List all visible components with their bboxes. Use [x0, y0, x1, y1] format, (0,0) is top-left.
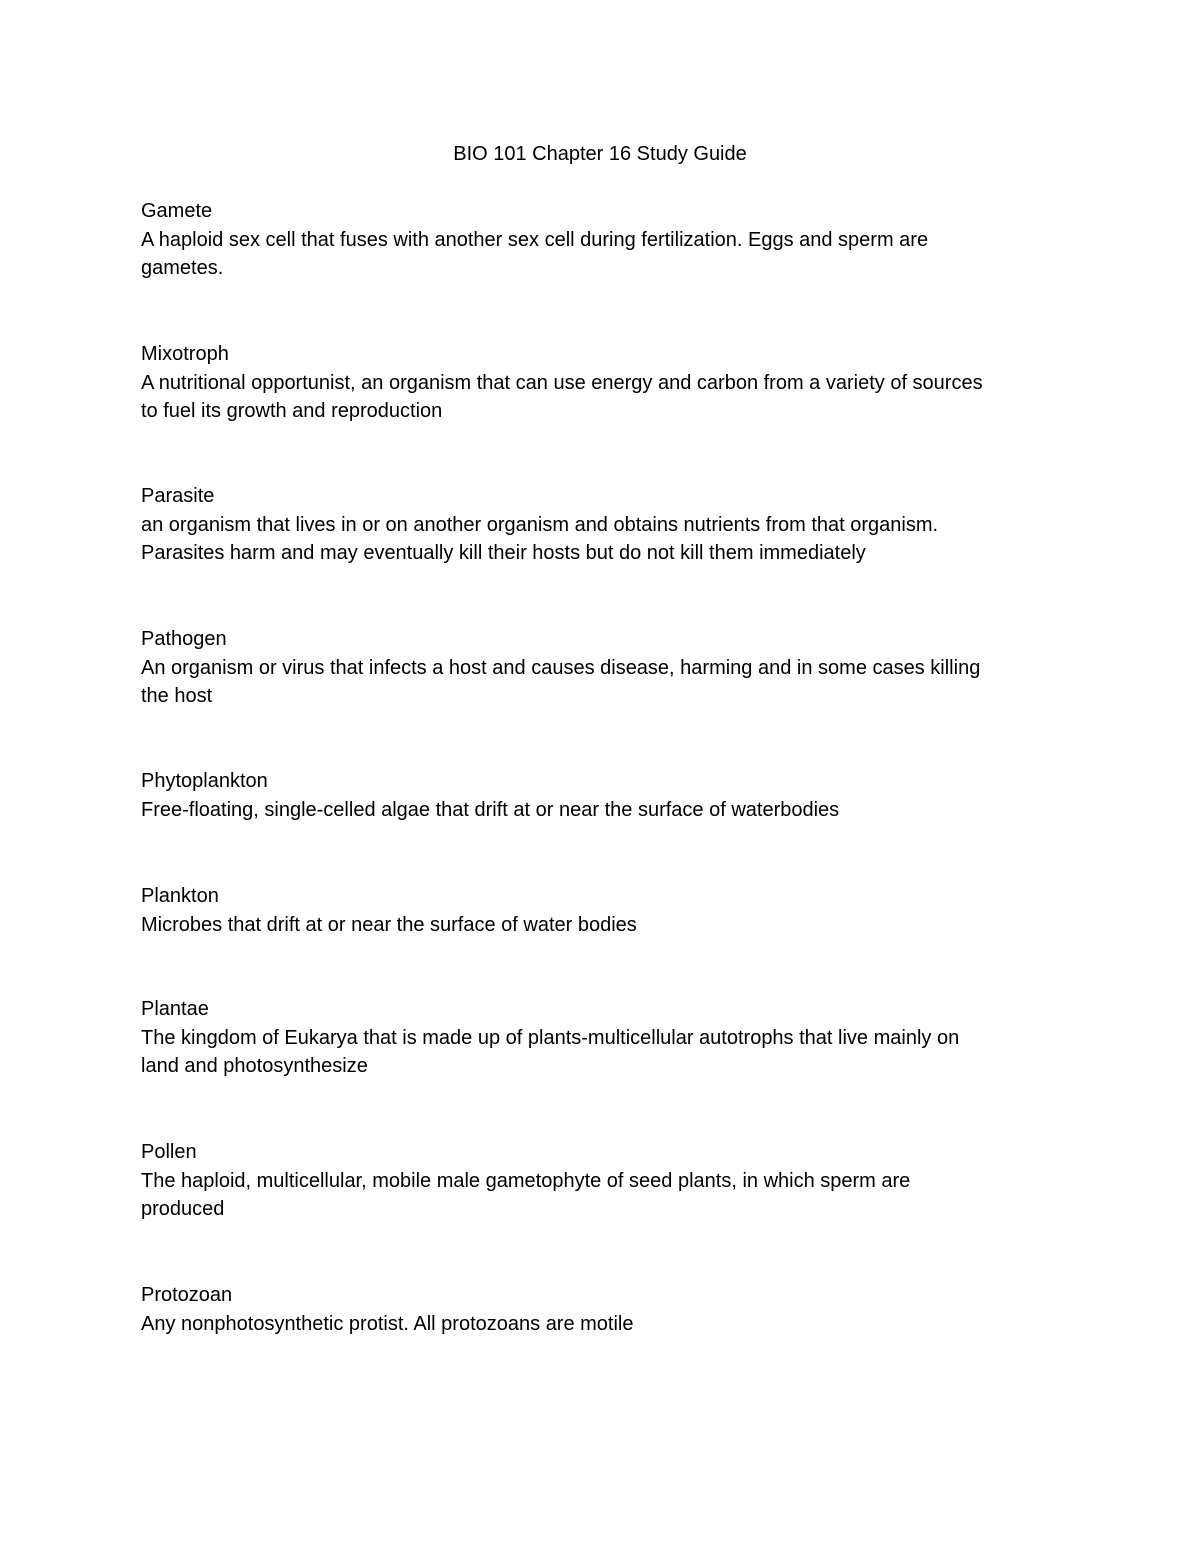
definition-line: A haploid sex cell that fuses with another sex cell during fertilization. Eggs and sperm are [141, 228, 929, 251]
definition-line: The haploid, multicellular, mobile male gametophyte of seed plants, in which sperm are [141, 1169, 911, 1192]
document-title: BIO 101 Chapter 16 Study Guide [453, 143, 747, 165]
definition-pathogen [141, 654, 1061, 711]
definition-protozoan [141, 1310, 1061, 1339]
glossary-entry-pathogen [141, 625, 1061, 711]
definition-line: An organism or virus that infects a host and causes disease, harming and in some cases killing [141, 656, 981, 679]
term-phytoplankton: Phytoplankton [141, 770, 268, 792]
term-pathogen: Pathogen [141, 628, 227, 650]
glossary-entry-pollen [141, 1138, 1061, 1224]
term-protozoan: Protozoan [141, 1284, 233, 1306]
definition-plankton [141, 911, 1061, 940]
definition-line: to fuel its growth and reproduction [141, 400, 443, 422]
term-plantae: Plantae [141, 998, 209, 1020]
definition-line: the host [141, 685, 213, 707]
definition-line: Any nonphotosynthetic protist. All protozoans are motile [141, 1312, 634, 1335]
glossary-entry-plankton [141, 882, 1061, 939]
definition-parasite [141, 511, 1061, 568]
glossary-entry-plantae [141, 995, 1061, 1081]
definition-line: gametes. [141, 257, 224, 279]
definition-line: land and photosynthesize [141, 1055, 368, 1077]
term-mixotroph: Mixotroph [141, 343, 229, 365]
glossary-entry-parasite [141, 482, 1061, 568]
glossary-entry-mixotroph [141, 340, 1061, 426]
definition-plantae [141, 1024, 1061, 1081]
definition-line: Parasites harm and may eventually kill their hosts but do not kill them immediately [141, 542, 866, 564]
definition-gamete [141, 226, 1061, 283]
definition-line: Microbes that drift at or near the surface of water bodies [141, 913, 637, 936]
glossary-entry-gamete [141, 197, 1061, 283]
definition-line: The kingdom of Eukarya that is made up of plants-multicellular autotrophs that live mainly on [141, 1026, 960, 1049]
term-gamete: Gamete [141, 200, 213, 222]
term-pollen: Pollen [141, 1141, 197, 1163]
term-plankton: Plankton [141, 885, 219, 907]
glossary-entry-protozoan [141, 1281, 1061, 1338]
definition-pollen [141, 1167, 1061, 1224]
definition-line: A nutritional opportunist, an organism that can use energy and carbon from a variety of sources [141, 371, 983, 394]
glossary-entry-phytoplankton [141, 767, 1061, 824]
definition-mixotroph [141, 369, 1061, 426]
term-parasite: Parasite [141, 485, 215, 507]
definition-phytoplankton [141, 796, 1061, 825]
definition-line: produced [141, 1198, 225, 1220]
definition-line: Free-floating, single-celled algae that drift at or near the surface of waterbodies [141, 798, 840, 821]
definition-line: an organism that lives in or on another organism and obtains nutrients from that organism. [141, 513, 939, 536]
